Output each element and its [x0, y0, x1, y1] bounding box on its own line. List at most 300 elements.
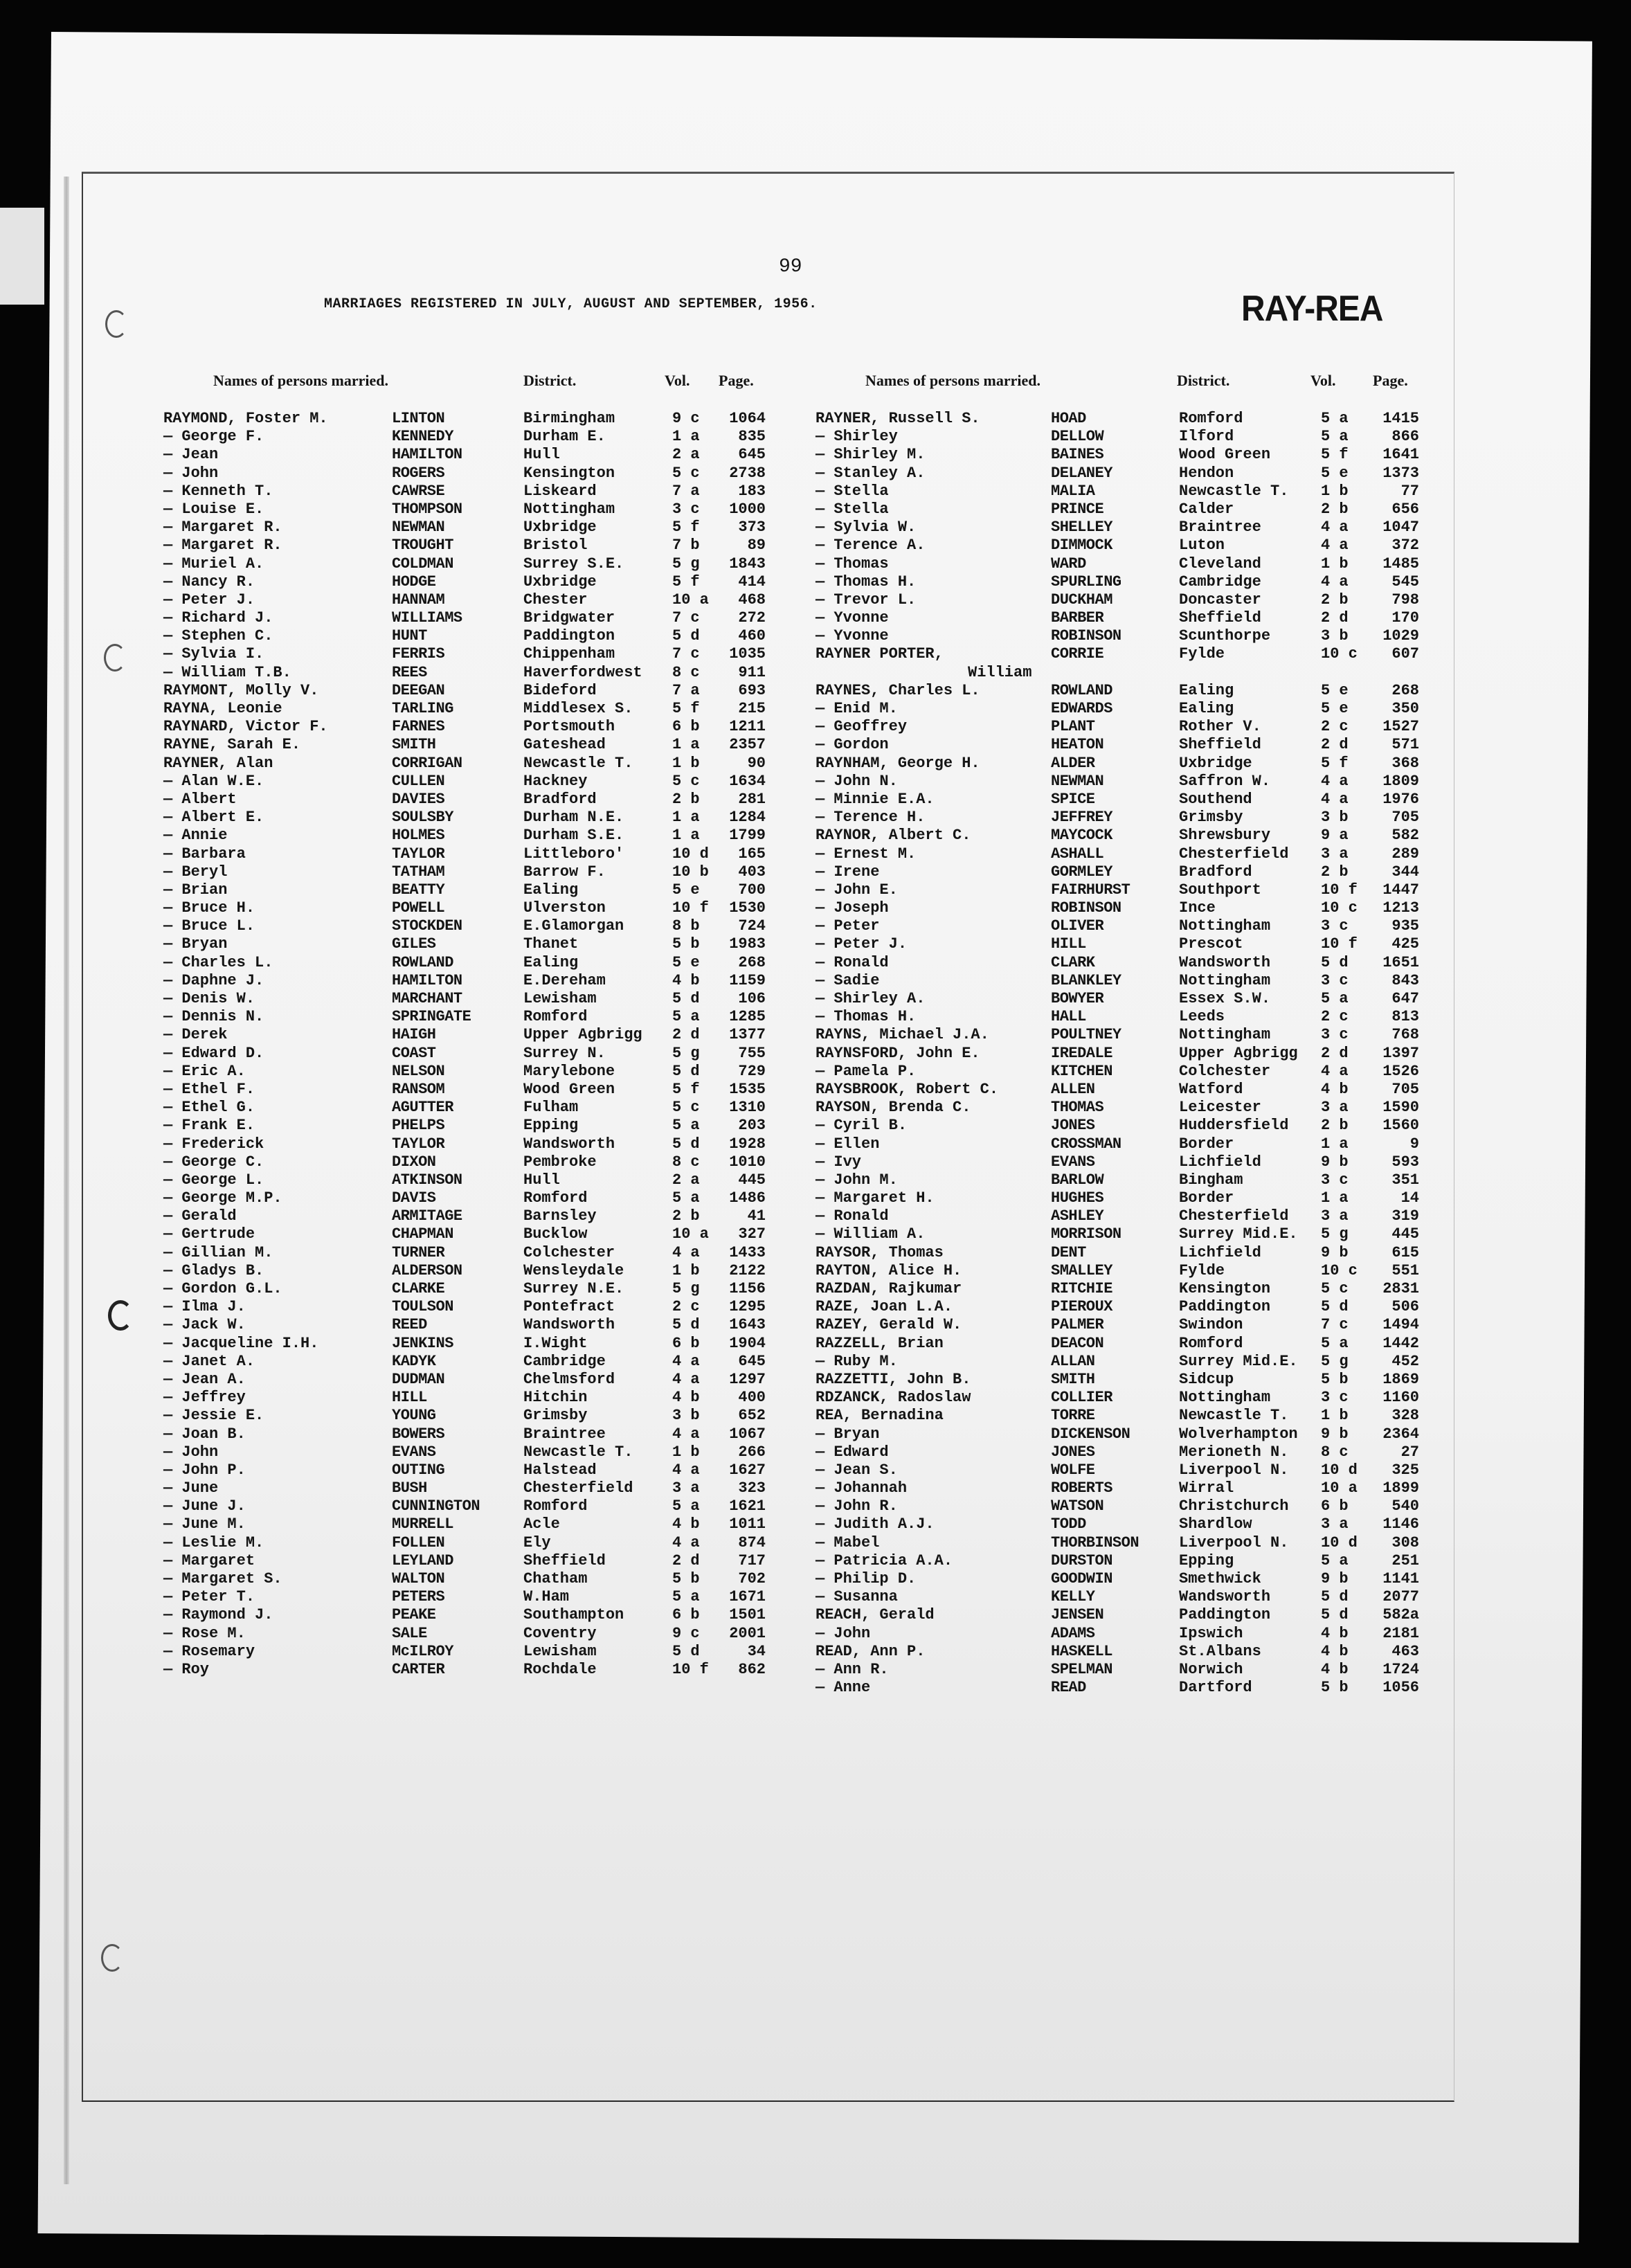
entry-spouse-surname: GOODWIN: [1051, 1570, 1112, 1587]
entry-name: RAZEY, Gerald W.: [816, 1316, 962, 1334]
entry-page: 325: [1391, 1461, 1419, 1479]
entry-spouse-surname: HAMILTON: [392, 971, 462, 989]
entry-volume: 3 c: [1321, 1026, 1349, 1044]
entry-district: Ulverston: [523, 899, 606, 917]
entry-district: E.Glamorgan: [523, 917, 624, 935]
entry-page: 251: [1391, 1551, 1419, 1569]
entry-name: RAYNARD, Victor F.: [163, 718, 328, 736]
entry-name: — Richard J.: [163, 609, 273, 627]
entry-volume: 1 b: [672, 1443, 700, 1461]
entry-volume: 5 a: [672, 1008, 700, 1026]
entry-name: — June M.: [163, 1515, 246, 1533]
entry-page: 272: [738, 609, 766, 627]
entry-page: 656: [1391, 500, 1419, 518]
entry-name: — Alan W.E.: [163, 772, 264, 790]
entry-page: 540: [1391, 1497, 1419, 1515]
header-district: District.: [1177, 372, 1230, 389]
entry-district: Lichfield: [1179, 1153, 1261, 1171]
entry-page: 165: [738, 845, 766, 863]
entry-district: Southport: [1179, 881, 1261, 899]
entry-district: Acle: [523, 1515, 560, 1533]
entry-volume: 10 a: [1321, 1479, 1358, 1497]
entry-volume: 3 a: [1321, 1515, 1349, 1533]
entry-name: — Jean S.: [816, 1461, 898, 1479]
entry-spouse-surname: KENNEDY: [392, 428, 453, 446]
entry-name: — John: [163, 1443, 219, 1461]
entry-volume: 3 c: [1321, 917, 1349, 935]
entry-page: 2831: [1382, 1280, 1419, 1297]
entry-page: 1377: [729, 1026, 766, 1044]
entry-district: Surrey S.E.: [523, 555, 624, 573]
entry-district: Lichfield: [1179, 1243, 1261, 1261]
entry-name: — Ethel F.: [163, 1080, 255, 1098]
entry-page: 373: [738, 519, 766, 537]
entry-spouse-surname: POULTNEY: [1051, 1026, 1121, 1044]
entry-spouse-surname: JENKINS: [392, 1334, 453, 1352]
entry-page: 705: [1391, 1080, 1419, 1098]
entry-volume: 5 d: [1321, 1606, 1349, 1624]
header-page: Page.: [719, 372, 754, 389]
entry-volume: 4 a: [1321, 790, 1349, 808]
entry-district: Sheffield: [523, 1551, 606, 1569]
entry-district: Rochdale: [523, 1660, 597, 1678]
entry-spouse-surname: POWELL: [392, 899, 445, 917]
entry-volume: 5 c: [672, 772, 700, 790]
entry-page: 2077: [1382, 1588, 1419, 1606]
entry-spouse-surname: TOULSON: [392, 1298, 453, 1316]
entry-district: Newcastle T.: [1179, 482, 1289, 500]
entry-volume: 7 c: [672, 609, 700, 627]
entry-spouse-surname: TAYLOR: [392, 1135, 445, 1153]
entry-page: 1160: [1382, 1389, 1419, 1407]
entry-name: — Bruce H.: [163, 899, 255, 917]
entry-page: 425: [1391, 935, 1419, 953]
entry-spouse-surname: ALLAN: [1051, 1352, 1095, 1370]
entry-volume: 3 c: [1321, 1171, 1349, 1189]
entry-spouse-surname: HAMILTON: [392, 446, 462, 464]
entry-page: 1056: [1382, 1679, 1419, 1697]
entry-name: RAYNER PORTER,: [816, 645, 944, 663]
entry-spouse-surname: SPICE: [1051, 790, 1095, 808]
entry-spouse-surname: TORRE: [1051, 1407, 1095, 1425]
entry-spouse-surname: JEFFREY: [1051, 809, 1112, 827]
entry-spouse-surname: LEYLAND: [392, 1551, 453, 1569]
entry-name: — John R.: [816, 1497, 898, 1515]
entry-spouse-surname: SPRINGATE: [392, 1008, 471, 1026]
entry-page: 874: [738, 1533, 766, 1551]
entry-volume: 5 f: [1321, 754, 1349, 772]
entry-page: 1641: [1382, 446, 1419, 464]
entry-district: Barrow F.: [523, 863, 606, 881]
entry-name: — Ivy: [816, 1153, 862, 1171]
entry-spouse-surname: BUSH: [392, 1479, 427, 1497]
entry-name: — Ethel G.: [163, 1099, 255, 1117]
entry-name: — Thomas H.: [816, 573, 917, 591]
entry-page: 2181: [1382, 1624, 1419, 1642]
entry-district: Newcastle T.: [523, 754, 633, 772]
entry-district: Bideford: [523, 681, 597, 699]
entry-district: Doncaster: [1179, 591, 1261, 609]
entry-volume: 5 d: [1321, 953, 1349, 971]
punch-hole-icon: [101, 1944, 123, 1972]
entry-name: — Raymond J.: [163, 1606, 273, 1624]
entry-volume: 5 b: [1321, 1679, 1349, 1697]
entry-spouse-surname: COLLIER: [1051, 1389, 1112, 1407]
entry-page: 308: [1391, 1533, 1419, 1551]
entry-district: Hull: [523, 1171, 560, 1189]
entry-name: — William A.: [816, 1225, 926, 1243]
entry-page: 1928: [729, 1135, 766, 1153]
entry-name: — Geoffrey: [816, 718, 908, 736]
entry-volume: 10 d: [1321, 1461, 1358, 1479]
entry-spouse-surname: JENSEN: [1051, 1606, 1104, 1624]
entry-volume: 10 a: [672, 591, 709, 609]
entry-district: Portsmouth: [523, 718, 615, 736]
entry-district: Fulham: [523, 1099, 579, 1117]
entry-spouse-surname: TATHAM: [392, 863, 445, 881]
entry-spouse-surname: PLANT: [1051, 718, 1095, 736]
entry-page: 350: [1391, 700, 1419, 717]
entry-name: — Susanna: [816, 1588, 898, 1606]
entry-volume: 1 a: [672, 736, 700, 754]
punch-hole-icon: [104, 644, 126, 672]
entry-spouse-surname: MAYCOCK: [1051, 827, 1112, 845]
entry-spouse-surname: HODGE: [392, 573, 436, 591]
entry-name: — Nancy R.: [163, 573, 255, 591]
entry-page: 705: [1391, 809, 1419, 827]
entry-name: RAZZELL, Brian: [816, 1334, 944, 1352]
entry-district: Chesterfield: [1179, 1207, 1289, 1225]
header-vol: Vol.: [1310, 372, 1336, 389]
header-district: District.: [523, 372, 577, 389]
entry-spouse-surname: TODD: [1051, 1515, 1086, 1533]
entry-spouse-surname: HUGHES: [1051, 1189, 1104, 1207]
entry-volume: 10 d: [1321, 1533, 1358, 1551]
entry-volume: 4 b: [1321, 1660, 1349, 1678]
entry-page: 1397: [1382, 1044, 1419, 1062]
entry-spouse-surname: PIEROUX: [1051, 1298, 1112, 1316]
entry-name: — Peter J.: [163, 591, 255, 609]
entry-spouse-surname: WARD: [1051, 555, 1086, 573]
entry-district: Littleboro': [523, 845, 624, 863]
entry-spouse-surname: BLANKLEY: [1051, 971, 1121, 989]
entry-volume: 9 c: [672, 410, 700, 427]
entry-volume: 5 g: [1321, 1352, 1349, 1370]
entry-page: 1904: [729, 1334, 766, 1352]
entry-volume: 1 a: [1321, 1189, 1349, 1207]
entry-district: Surrey Mid.E.: [1179, 1225, 1298, 1243]
entry-page: 862: [738, 1660, 766, 1678]
entry-spouse-surname: DAVIS: [392, 1189, 436, 1207]
entry-page: 1494: [1382, 1316, 1419, 1334]
entry-volume: 1 a: [672, 827, 700, 845]
entry-spouse-surname: SPELMAN: [1051, 1660, 1112, 1678]
entry-spouse-surname: TARLING: [392, 700, 453, 717]
entry-name: — Daphne J.: [163, 971, 264, 989]
entry-name: — Gertrude: [163, 1225, 255, 1243]
entry-district: Ely: [523, 1533, 551, 1551]
entry-volume: 3 b: [1321, 627, 1349, 645]
entry-name: — George F.: [163, 428, 264, 446]
entry-page: 327: [738, 1225, 766, 1243]
entry-name: — Yvonne: [816, 609, 889, 627]
entry-volume: 2 b: [672, 1207, 700, 1225]
entry-spouse-surname: WILLIAMS: [392, 609, 462, 627]
entry-name: RAYNER, Alan: [163, 754, 273, 772]
entry-page: 1651: [1382, 953, 1419, 971]
entry-spouse-surname: BOWERS: [392, 1425, 445, 1443]
entry-spouse-surname: COLDMAN: [392, 555, 453, 573]
entry-name: — Enid M.: [816, 700, 898, 717]
entry-name: — Ilma J.: [163, 1298, 246, 1316]
entry-spouse-surname: REES: [392, 663, 427, 681]
entry-page: 1156: [729, 1280, 766, 1297]
entry-volume: 9 a: [1321, 827, 1349, 845]
entry-district: Merioneth N.: [1179, 1443, 1289, 1461]
entry-page: 268: [1391, 681, 1419, 699]
entry-name: RAZE, Joan L.A.: [816, 1298, 953, 1316]
entry-page: 1433: [729, 1243, 766, 1261]
entry-page: 1159: [729, 971, 766, 989]
entry-district: Dartford: [1179, 1679, 1252, 1697]
entry-page: 1530: [729, 899, 766, 917]
entry-volume: 3 b: [1321, 809, 1349, 827]
entry-page: 41: [747, 1207, 766, 1225]
entry-district: Chelmsford: [523, 1370, 615, 1388]
entry-volume: 9 b: [1321, 1243, 1349, 1261]
entry-spouse-surname: MARCHANT: [392, 990, 462, 1007]
entry-page: 700: [738, 881, 766, 899]
entry-name: — George M.P.: [163, 1189, 282, 1207]
entry-district: Hitchin: [523, 1389, 588, 1407]
entry-spouse-surname: NEWMAN: [392, 519, 445, 537]
entry-volume: 5 e: [1321, 464, 1349, 482]
entry-name: — Shirley: [816, 428, 898, 446]
entry-page: 551: [1391, 1261, 1419, 1279]
entry-district: Leeds: [1179, 1008, 1225, 1026]
entry-district: Epping: [1179, 1551, 1234, 1569]
entry-spouse-surname: ATKINSON: [392, 1171, 462, 1189]
entry-spouse-surname: FERRIS: [392, 645, 445, 663]
entry-name: — Beryl: [163, 863, 228, 881]
entry-page: 281: [738, 790, 766, 808]
entry-page: 2738: [729, 464, 766, 482]
entry-district: Lewisham: [523, 1642, 597, 1660]
entry-page: 1211: [729, 718, 766, 736]
entry-district: St.Albans: [1179, 1642, 1261, 1660]
entry-district: W.Ham: [523, 1588, 570, 1606]
entry-district: Southend: [1179, 790, 1252, 808]
entry-page: 813: [1391, 1008, 1419, 1026]
entry-spouse-surname: HILL: [392, 1389, 427, 1407]
entry-spouse-surname: HEATON: [1051, 736, 1104, 754]
entry-district: Norwich: [1179, 1660, 1243, 1678]
entry-name: — Sylvia W.: [816, 519, 917, 537]
entry-name: — Ann R.: [816, 1660, 889, 1678]
entry-volume: 10 f: [1321, 881, 1358, 899]
punch-hole-icon: [108, 1300, 133, 1331]
entry-spouse-surname: DUCKHAM: [1051, 591, 1112, 609]
entry-name: — Trevor L.: [816, 591, 917, 609]
entry-spouse-surname: BEATTY: [392, 881, 445, 899]
entry-name: — Jessie E.: [163, 1407, 264, 1425]
entry-district: Sheffield: [1179, 609, 1261, 627]
entry-name: — Rosemary: [163, 1642, 255, 1660]
entry-volume: 5 a: [672, 1117, 700, 1135]
entry-page: 1843: [729, 555, 766, 573]
entry-spouse-surname: ASHALL: [1051, 845, 1104, 863]
entry-district: Wood Green: [523, 1080, 615, 1098]
entry-spouse-surname: ROWLAND: [392, 953, 453, 971]
entry-volume: 3 c: [1321, 971, 1349, 989]
entry-volume: 5 d: [672, 1316, 700, 1334]
entry-spouse-surname: RANSOM: [392, 1080, 445, 1098]
entry-name: — Charles L.: [163, 953, 273, 971]
entry-spouse-surname: DIXON: [392, 1153, 436, 1171]
entry-name: — John: [816, 1624, 871, 1642]
entry-district: Coventry: [523, 1624, 597, 1642]
entry-spouse-surname: DIMMOCK: [1051, 537, 1112, 555]
entry-page: 1590: [1382, 1099, 1419, 1117]
entry-page: 729: [738, 1062, 766, 1080]
entry-district: Chesterfield: [523, 1479, 633, 1497]
entry-page: 1560: [1382, 1117, 1419, 1135]
entry-district: Liverpool N.: [1179, 1533, 1289, 1551]
entry-district: Wandsworth: [523, 1135, 615, 1153]
entry-name: — Gillian M.: [163, 1243, 273, 1261]
entry-name: — Gladys B.: [163, 1261, 264, 1279]
entry-volume: 6 b: [672, 1606, 700, 1624]
entry-spouse-surname: DELANEY: [1051, 464, 1112, 482]
entry-spouse-surname: AGUTTER: [392, 1099, 453, 1117]
entry-spouse-surname: MALIA: [1051, 482, 1095, 500]
entry-name: REACH, Gerald: [816, 1606, 935, 1624]
entry-spouse-surname: FAIRHURST: [1051, 881, 1130, 899]
entry-name: — Stella: [816, 482, 889, 500]
entry-name: — Ronald: [816, 1207, 889, 1225]
entry-spouse-surname: HALL: [1051, 1008, 1086, 1026]
entry-page: 1976: [1382, 790, 1419, 808]
entry-volume: 7 c: [1321, 1316, 1349, 1334]
entry-page: 615: [1391, 1243, 1419, 1261]
entry-name: — Jacqueline I.H.: [163, 1334, 319, 1352]
entry-district: Border: [1179, 1135, 1234, 1153]
entry-volume: 10 c: [1321, 1261, 1358, 1279]
entry-volume: 2 d: [1321, 736, 1349, 754]
entry-name: RAYNES, Charles L.: [816, 681, 980, 699]
entry-district: Newcastle T.: [1179, 1407, 1289, 1425]
entry-district: Surrey Mid.E.: [1179, 1352, 1298, 1370]
entry-volume: 8 c: [1321, 1443, 1349, 1461]
entry-district: Upper Agbrigg: [1179, 1044, 1298, 1062]
entry-volume: 2 d: [672, 1026, 700, 1044]
entry-district: Uxbridge: [523, 519, 597, 537]
entry-district: Surrey N.: [523, 1044, 606, 1062]
entry-district: Bucklow: [523, 1225, 588, 1243]
entry-spouse-surname: TROUGHT: [392, 537, 453, 555]
entry-district: Fylde: [1179, 1261, 1225, 1279]
entry-district: Gateshead: [523, 736, 606, 754]
entry-name: — Thomas: [816, 555, 889, 573]
entry-page: 545: [1391, 573, 1419, 591]
entry-spouse-surname: LINTON: [392, 410, 445, 427]
entry-page: 843: [1391, 971, 1419, 989]
entry-volume: 5 c: [672, 1099, 700, 1117]
entry-district: Ealing: [1179, 681, 1234, 699]
entry-page: 368: [1391, 754, 1419, 772]
entry-district: Rother V.: [1179, 718, 1261, 736]
entry-volume: 8 c: [672, 663, 700, 681]
entry-volume: 5 a: [1321, 428, 1349, 446]
entry-district: Upper Agbrigg: [523, 1026, 642, 1044]
entry-name: — Albert E.: [163, 809, 264, 827]
entry-name: — Ernest M.: [816, 845, 917, 863]
entry-district: Southampton: [523, 1606, 624, 1624]
entry-spouse-surname: ROGERS: [392, 464, 445, 482]
entry-spouse-surname: CAWRSE: [392, 482, 445, 500]
entry-volume: 5 d: [1321, 1588, 1349, 1606]
entry-name: RAYSBROOK, Robert C.: [816, 1080, 999, 1098]
entry-district: Thanet: [523, 935, 579, 953]
entry-spouse-surname: DICKENSON: [1051, 1425, 1130, 1443]
entry-district: Liskeard: [523, 482, 597, 500]
entry-volume: 5 d: [672, 1062, 700, 1080]
entry-page: 2122: [729, 1261, 766, 1279]
entry-name: — Leslie M.: [163, 1533, 264, 1551]
entry-spouse-surname: PHELPS: [392, 1117, 445, 1135]
entry-spouse-surname: DEEGAN: [392, 681, 445, 699]
entry-page: 14: [1400, 1189, 1419, 1207]
entry-spouse-surname: THORBINSON: [1051, 1533, 1139, 1551]
entry-page: 170: [1391, 609, 1419, 627]
entry-spouse-surname: ARMITAGE: [392, 1207, 462, 1225]
entry-name: — Stephen C.: [163, 627, 273, 645]
entry-page: 403: [738, 863, 766, 881]
entry-spouse-surname: FOLLEN: [392, 1533, 445, 1551]
entry-volume: 3 a: [1321, 1099, 1349, 1117]
entry-page: 1899: [1382, 1479, 1419, 1497]
entry-name: — Minnie E.A.: [816, 790, 935, 808]
entry-district: Durham S.E.: [523, 827, 624, 845]
header-page: Page.: [1373, 372, 1408, 389]
entry-name: — Eric A.: [163, 1062, 246, 1080]
entry-page: 2364: [1382, 1425, 1419, 1443]
entry-page: 400: [738, 1389, 766, 1407]
entry-volume: 5 f: [672, 573, 700, 591]
entry-spouse-surname: WOLFE: [1051, 1461, 1095, 1479]
entry-spouse-surname: DUDMAN: [392, 1370, 445, 1388]
entry-spouse-surname: SMITH: [1051, 1370, 1095, 1388]
entry-page: 755: [738, 1044, 766, 1062]
entry-name: — Jean A.: [163, 1370, 246, 1388]
entry-spouse-surname: EVANS: [1051, 1153, 1095, 1171]
entry-volume: 4 b: [1321, 1080, 1349, 1098]
entry-spouse-surname: BOWYER: [1051, 990, 1104, 1007]
entry-district: Haverfordwest: [523, 663, 642, 681]
entry-volume: 5 b: [672, 935, 700, 953]
entry-volume: 8 c: [672, 1153, 700, 1171]
entry-spouse-surname: ROBERTS: [1051, 1479, 1112, 1497]
entry-district: Ince: [1179, 899, 1216, 917]
entry-district: I.Wight: [523, 1334, 588, 1352]
entry-name: — Jeffrey: [163, 1389, 246, 1407]
entry-name: RAYMONT, Molly V.: [163, 681, 319, 699]
entry-volume: 3 a: [1321, 845, 1349, 863]
entry-page: 90: [747, 754, 766, 772]
entry-name: — Terence A.: [816, 537, 926, 555]
entry-name: REA, Bernadina: [816, 1407, 944, 1425]
entry-name: — Bryan: [816, 1425, 880, 1443]
